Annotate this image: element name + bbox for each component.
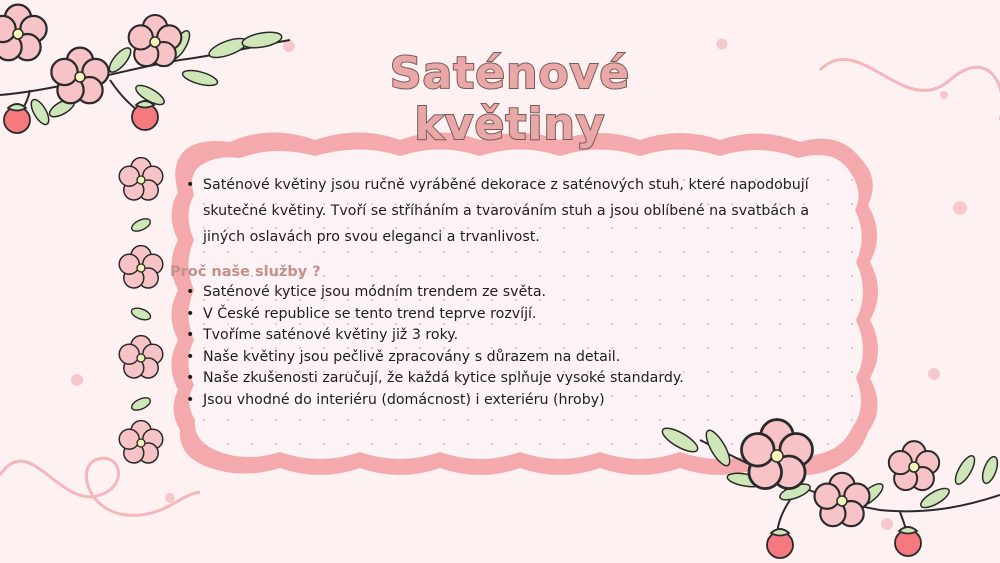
list-item: • Jsou vhodné do interiéru (domácnost) i exteriéru (hroby) xyxy=(186,390,836,412)
leaf-icon xyxy=(130,216,152,234)
leaf-icon xyxy=(28,97,52,127)
leaf-icon xyxy=(980,455,1000,485)
leaf-icon xyxy=(181,68,219,89)
intro-section xyxy=(186,172,836,250)
list-item: • Saténové kytice jsou módním trendem ze světa. xyxy=(186,282,836,304)
swirl-line xyxy=(820,59,1000,120)
leaf-icon xyxy=(130,306,152,322)
leaf-icon xyxy=(952,453,978,487)
left-flower-column xyxy=(119,158,163,463)
swirl-line xyxy=(0,458,200,515)
content-card xyxy=(170,172,836,411)
list-item: • Naše zkušenosti zaručují, že každá kytice splňuje vysoké standardy. xyxy=(186,368,836,390)
leaf-icon xyxy=(207,35,249,62)
list-item: • Naše květiny jsou pečlivě zpracovány s důrazem na detail. xyxy=(186,347,836,369)
list-item: • V České republice se tento trend teprve rozvíjí. xyxy=(186,304,836,326)
list-item: • Tvoříme saténové květiny již 3 roky. xyxy=(186,325,836,347)
leaf-icon xyxy=(241,30,283,51)
leaf-icon xyxy=(130,395,152,413)
page-title: Saténové květiny xyxy=(389,48,631,150)
flower-cluster-top-left xyxy=(0,5,290,133)
intro-paragraph: • Saténové květiny jsou ručně vyráběné dekorace z saténových stuh, které napodobují skutečné květiny. Tvoří se stříháním a tvarováním stuh a jsou oblíbené na svatbách a jiných oslavách pro svou eleganci a trvanlivost. xyxy=(186,172,836,250)
services-heading: Proč naše služby ? xyxy=(170,264,321,280)
services-list xyxy=(186,282,836,411)
